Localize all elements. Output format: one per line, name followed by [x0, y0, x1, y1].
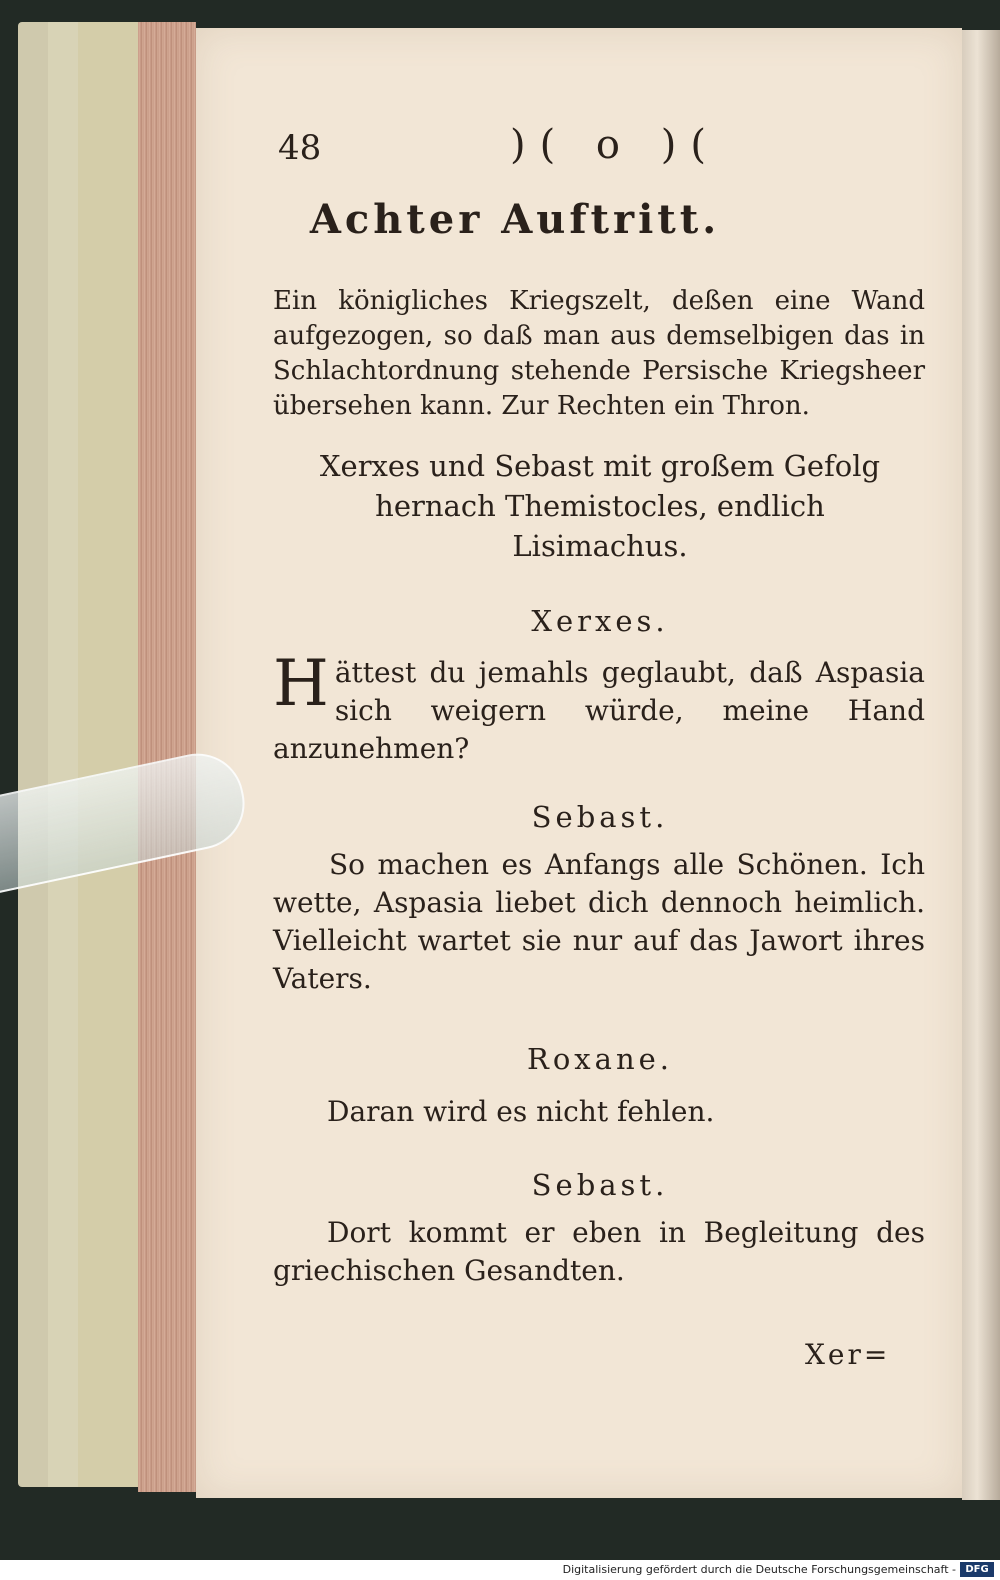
page-number: 48 — [278, 128, 322, 168]
dialogue-line-xerxes — [273, 647, 925, 768]
stage-direction: Ein königliches Kriegszelt, deßen eine Wand aufgezogen, so daß man aus demselbigen das in Schlachtordnung stehende Persische Kriegsheer übersehen kann. Zur Rechten ein Thron. — [273, 286, 925, 421]
speaker-roxane: Roxane. — [527, 1042, 673, 1076]
catchword: Xer= — [805, 1338, 891, 1371]
dfg-logo: DFG — [960, 1562, 994, 1577]
right-page-fold — [962, 30, 1000, 1500]
persons-list: Xerxes und Sebast mit großem Gefolg hernach Themistocles, endlich Lisimachus. — [319, 449, 881, 563]
speaker-sebast-2: Sebast. — [531, 1168, 669, 1202]
speaker-sebast-1: Sebast. — [531, 800, 669, 834]
speaker-xerxes: Xerxes. — [531, 604, 669, 638]
footer-credit: Digitalisierung gefördert durch die Deutsche Forschungsgemeinschaft - — [562, 1563, 956, 1576]
drop-capital: H — [273, 647, 329, 721]
dialogue-line-sebast-2: Dort kommt er eben in Begleitung des griechischen Gesandten. — [273, 1216, 925, 1287]
dialogue-text: ättest du jemahls geglaubt, daß Aspasia sich weigern würde, meine Hand anzunehmen? — [273, 656, 925, 765]
dialogue-line-roxane: Daran wird es nicht fehlen. — [327, 1095, 715, 1128]
scene-title: Achter Auftritt. — [309, 196, 721, 243]
dialogue-line-sebast-1: So machen es Anfangs alle Schönen. Ich wette, Aspasia liebet dich dennoch heimlich. Vielleicht wartet sie nur auf das Jawort ihres Vaters. — [273, 848, 925, 995]
header-ornament: )( o )( — [510, 122, 720, 168]
